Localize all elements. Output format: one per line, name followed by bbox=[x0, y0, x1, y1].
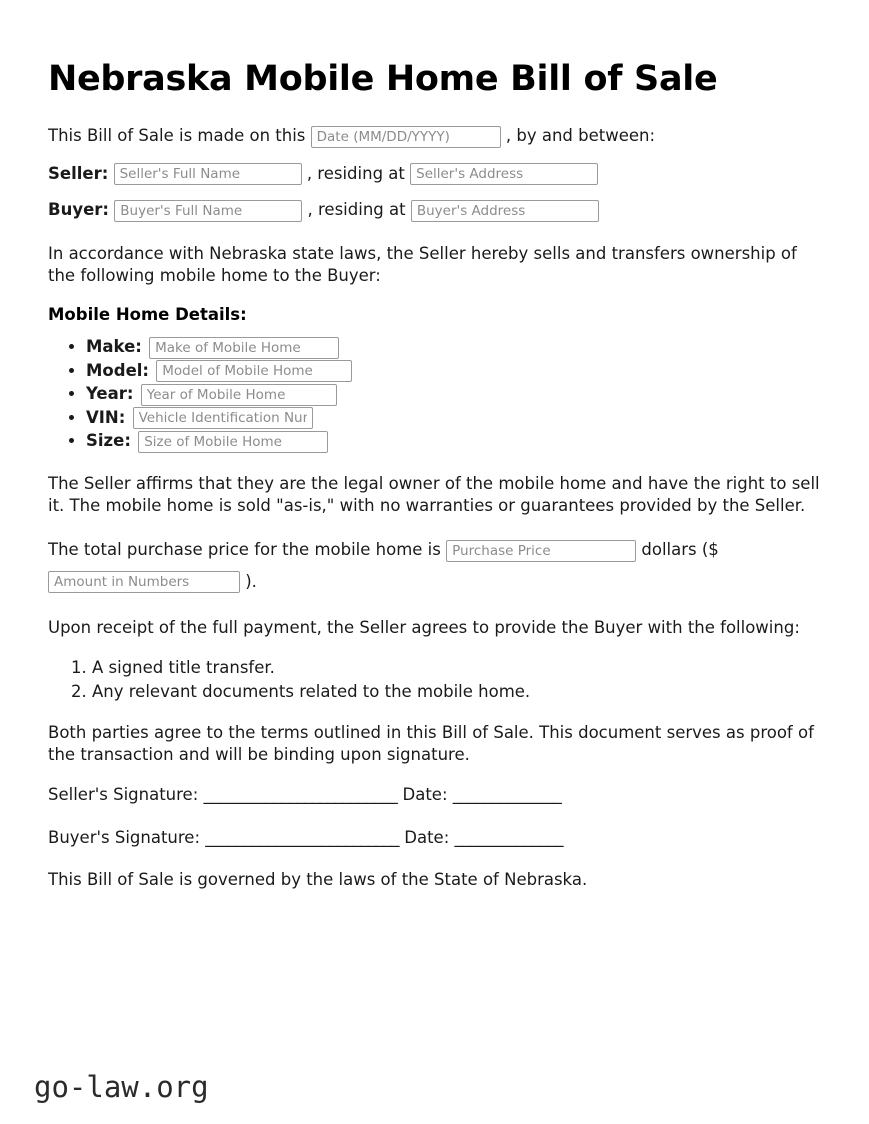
list-item bbox=[86, 360, 821, 383]
vin-input[interactable] bbox=[133, 407, 313, 429]
price-middle-text: dollars ($ bbox=[641, 540, 719, 560]
buyer-address-input[interactable] bbox=[411, 200, 599, 222]
seller-residing-text: , residing at bbox=[306, 163, 405, 183]
buyer-signature-label: Buyer's Signature: bbox=[48, 828, 201, 848]
price-suffix-text: ). bbox=[245, 571, 257, 591]
seller-name-input[interactable] bbox=[114, 163, 302, 185]
seller-address-input[interactable] bbox=[410, 163, 598, 185]
seller-signature-line bbox=[48, 783, 821, 808]
size-input[interactable] bbox=[138, 431, 328, 453]
upon-receipt-paragraph: Upon receipt of the full payment, the Seller agrees to provide the Buyer with the following: bbox=[48, 618, 800, 638]
page-title: Nebraska Mobile Home Bill of Sale bbox=[48, 59, 718, 99]
seller-signature-label: Seller's Signature: bbox=[48, 785, 199, 805]
buyer-signature-line bbox=[48, 826, 821, 851]
seller-signature-rule: _________________________ bbox=[203, 785, 398, 805]
date-input[interactable] bbox=[311, 126, 501, 148]
seller-row bbox=[48, 162, 821, 187]
mobile-home-details-heading: Mobile Home Details: bbox=[48, 305, 247, 325]
seller-date-rule: ______________ bbox=[452, 785, 562, 805]
detail-label-make: Make: bbox=[86, 337, 142, 357]
year-input[interactable] bbox=[141, 384, 337, 406]
buyer-signature-rule: _________________________ bbox=[205, 828, 400, 848]
list-item bbox=[86, 430, 821, 453]
detail-label-size: Size: bbox=[86, 431, 131, 451]
purchase-price-input[interactable] bbox=[446, 540, 636, 562]
buyer-date-label: Date: bbox=[404, 828, 450, 848]
detail-label-year: Year: bbox=[86, 384, 134, 404]
list-item bbox=[86, 383, 821, 406]
affirms-paragraph: The Seller affirms that they are the legal owner of the mobile home and have the right to sell it. The mobile home is sold "as-is," with no warranties or guarantees provided by the Seller. bbox=[48, 473, 820, 515]
list-item: 1. A signed title transfer. bbox=[92, 657, 821, 680]
list-item bbox=[86, 336, 821, 359]
provide-items-list bbox=[48, 657, 821, 704]
buyer-name-input[interactable] bbox=[114, 200, 302, 222]
detail-label-vin: VIN: bbox=[86, 407, 126, 427]
site-watermark: go-law.org bbox=[34, 1070, 209, 1104]
accordance-paragraph: In accordance with Nebraska state laws, the Seller hereby sells and transfers ownership of the following mobile home to the Buyer: bbox=[48, 244, 797, 286]
list-item: 2. Any relevant documents related to the mobile home. bbox=[92, 681, 821, 704]
buyer-residing-text: , residing at bbox=[307, 200, 406, 220]
price-prefix-text: The total purchase price for the mobile home is bbox=[48, 540, 441, 560]
amount-in-numbers-input[interactable] bbox=[48, 571, 240, 593]
list-item bbox=[86, 407, 821, 430]
buyer-row bbox=[48, 198, 821, 223]
buyer-label: Buyer: bbox=[48, 200, 110, 220]
both-parties-paragraph: Both parties agree to the terms outlined in this Bill of Sale. This document serves as proof of the transaction and will be binding upon signature. bbox=[48, 722, 814, 764]
purchase-price-block bbox=[48, 534, 821, 597]
buyer-date-rule: ______________ bbox=[454, 828, 564, 848]
seller-date-label: Date: bbox=[402, 785, 448, 805]
make-input[interactable] bbox=[149, 337, 339, 359]
mobile-home-details-list bbox=[48, 336, 821, 453]
detail-label-model: Model: bbox=[86, 360, 150, 380]
model-input[interactable] bbox=[156, 360, 352, 382]
governed-paragraph: This Bill of Sale is governed by the laws of the State of Nebraska. bbox=[48, 869, 588, 889]
seller-label: Seller: bbox=[48, 163, 109, 183]
intro-line bbox=[48, 125, 821, 148]
intro-prefix-text: This Bill of Sale is made on this bbox=[48, 126, 306, 146]
intro-suffix-text: , by and between: bbox=[505, 126, 656, 146]
